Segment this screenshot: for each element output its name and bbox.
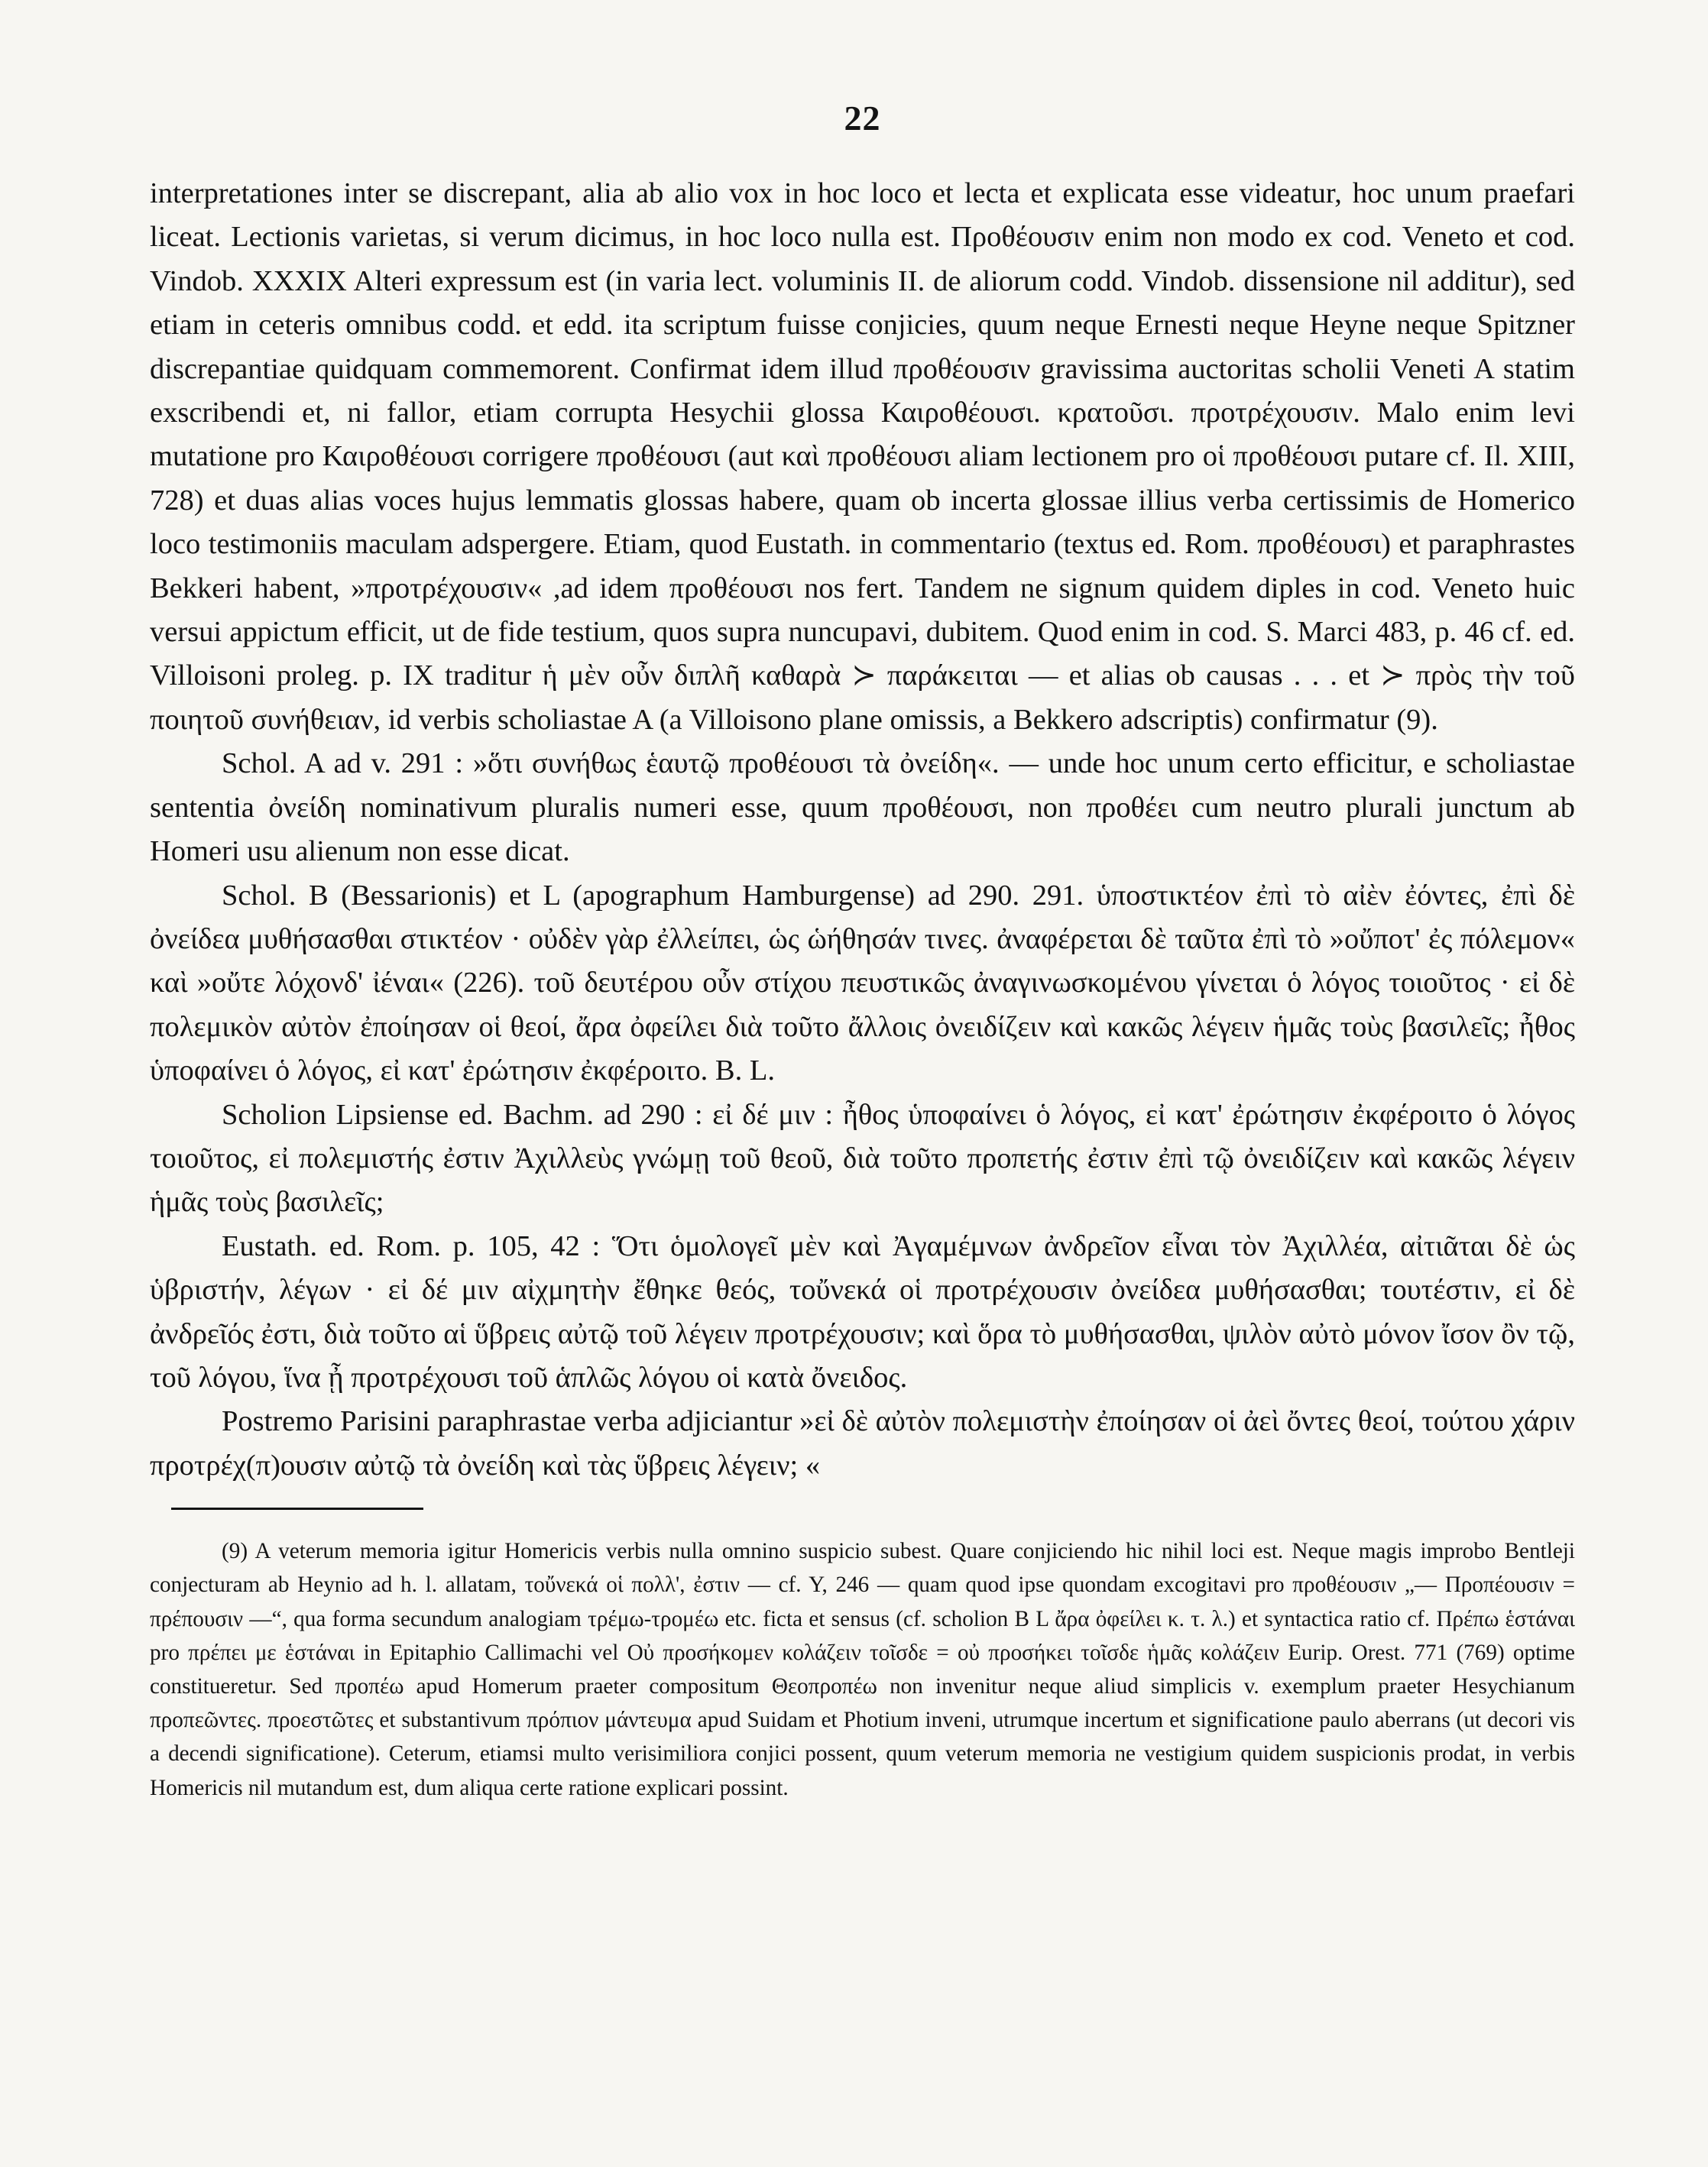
paragraph-scholion-lipsiense: Scholion Lipsiense ed. Bachm. ad 290 : εἰ δέ μιν : ἦθος ὑποφαίνει ὁ λόγος, εἰ κατ' ἐρώτησιν ἐκφέροιτο ὁ λόγος τοιοῦτος, εἰ πολεμιστής ἐστιν Ἀχιλλεὺς γνώμῃ τοῦ θεοῦ, διὰ τοῦτο προπετής ἐστιν ἐπὶ τῷ ὀνειδίζειν καὶ κακῶς λέγειν ἡμᾶς τοὺς βασιλεῖς; bbox=[150, 1098, 1575, 1219]
page-number: 22 bbox=[844, 99, 881, 138]
paragraph-continuation: interpretationes inter se discrepant, alia ab alio vox in hoc loco et lecta et explicata esse videatur, hoc unum praefari liceat. Lectionis varietas, si verum dicimus, in hoc loco nulla est. Προθέουσιν enim non modo ex cod. Veneto et cod. Vindob. XXXIX Alteri expressum est (in varia lect. voluminis II. de aliorum codd. Vindob. dissensione nil additur), sed etiam in ceteris omnibus codd. et edd. ita scriptum fuisse conjicies, quum neque Ernesti neque Heyne neque Spitzner discrepantiae quidquam commemorent. Confirmat idem illud προθέουσιν gravissima auctoritas scholii Veneti A statim exscribendi et, ni fallor, etiam corrupta Hesychii glossa Καιροθέουσι. κρατοῦσι. προτρέχουσιν. Malo enim levi mutatione pro Καιροθέουσι corrigere προθέουσι (aut καὶ προθέουσι aliam lectionem pro οἱ προθέουσι putare cf. Il. XIII, 728) et duas alias voces hujus lemmatis glossas habere, quam ob incerta glossae illius verba certissimis de Homerico loco testimoniis maculam adspergere. Etiam, quod Eustath. in commentario (textus ed. Rom. προθέουσι) et paraphrastes Bekkeri habent, »προτρέχουσιν« ,ad idem προθέουσι nos fert. Tandem ne signum quidem diples in cod. Veneto huic versui appictum efficit, ut de fide testium, quos supra nuncupavi, dubitem. Quod enim in cod. S. Marci 483, p. 46 cf. ed. Villoisoni proleg. p. IX traditur ἡ μὲν οὖν διπλῆ καθαρὰ ≻ παράκειται — et alias ob causas . . . et ≻ πρὸς τὴν τοῦ ποιητοῦ συνήθειαν, id verbis scholiastae A (a Villoisono plane omissis, a Bekkero adscriptis) confirmatur (9). bbox=[150, 177, 1575, 736]
main-text bbox=[150, 172, 1575, 1488]
paragraph-paraphrast: Postremo Parisini paraphrastae verba adjiciantur »εἰ δὲ αὐτὸν πολεμιστὴν ἐποίησαν οἱ ἀεὶ ὄντες θεοί, τούτου χάριν προτρέχ(π)ουσιν αὐτῷ τὰ ὀνείδη καὶ τὰς ὕβρεις λέγειν; « bbox=[150, 1405, 1575, 1482]
paragraph-schol-a: Schol. A ad v. 291 : »ὅτι συνήθως ἑαυτῷ προθέουσι τὰ ὀνείδη«. — unde hoc unum certo efficitur, e scholiastae sententia ὀνείδη nominativum pluralis numeri esse, quum προθέουσι, non προθέει cum neutro plurali junctum ab Homeri usu alienum non esse dicat. bbox=[150, 747, 1575, 868]
footnote bbox=[150, 1534, 1575, 1805]
footnote-divider bbox=[171, 1508, 423, 1510]
footnote-9: (9) A veterum memoria igitur Homericis verbis nulla omnino suspicio subest. Quare conjiciendo hic nihil loci est. Neque magis improbo Bentleji conjecturam ab Heynio ad h. l. allatam, τοὔνεκά οἱ πολλ', ἐστιν — cf. Y, 246 — quam quod ipse quondam excogitavi pro προθέουσιν „— Προπέουσιν = πρέπουσιν —“, qua forma secundum analogiam τρέμω-τρομέω etc. ficta et sensus (cf. scholion B L ἄρα ὀφείλει κ. τ. λ.) et syntactica ratio cf. Πρέπω ἑστάναι pro πρέπει με ἑστάναι in Epitaphio Callimachi vel Οὐ προσήκομεν κολάζειν τοῖσδε = οὐ προσήκει τοῖσδε ἡμᾶς κολάζειν Eurip. Orest. 771 (769) optime constitueretur. Sed προπέω apud Homerum praeter compositum Θεοπροπέω non invenitur neque aliud simplicis v. exemplum praeter Hesychianum προπεῶντες. προεστῶτες et substantivum πρόπιον μάντευμα apud Suidam et Photium inveni, utrumque incertum et significatione paulo aberrans (ut decori vis a decendi significatione). Ceterum, etiamsi multo verisimiliora conjici possent, quum veterum memoria ne vestigium quidem suspicionis prodat, in verbis Homericis nil mutandum est, dum aliqua certe ratione explicari possint. bbox=[150, 1539, 1575, 1800]
document-page bbox=[150, 98, 1575, 1805]
paragraph-schol-b-l: Schol. B (Bessarionis) et L (apographum Hamburgense) ad 290. 291. ὑποστικτέον ἐπὶ τὸ αἰὲν ἐόντες, ἐπὶ δὲ ὀνείδεα μυθήσασθαι στικτέον · οὐδὲν γὰρ ἐλλείπει, ὡς ὡήθησάν τινες. ἀναφέρεται δὲ ταῦτα ἐπὶ τὸ »οὔποτ' ἐς πόλεμον« καὶ »οὔτε λόχονδ' ἰέναι« (226). τοῦ δευτέρου οὖν στίχου πευστικῶς ἀναγινωσκομένου γίνεται ὁ λόγος τοιοῦτος · εἰ δὲ πολεμικὸν αὐτὸν ἐποίησαν οἱ θεοί, ἄρα ὀφείλει διὰ τοῦτο ἄλλοις ὀνειδίζειν καὶ κακῶς λέγειν ἡμᾶς τοὺς βασιλεῖς; ἦθος ὑποφαίνει ὁ λόγος, εἰ κατ' ἐρώτησιν ἐκφέροιτο. B. L. bbox=[150, 879, 1575, 1087]
paragraph-eustathius: Eustath. ed. Rom. p. 105, 42 : Ὅτι ὁμολογεῖ μὲν καὶ Ἀγαμέμνων ἀνδρεῖον εἶναι τὸν Ἀχιλλέα, αἰτιᾶται δὲ ὡς ὑβριστήν, λέγων · εἰ δέ μιν αἰχμητὴν ἔθηκε θεός, τοὔνεκά οἱ προτρέχουσιν ὀνείδεα μυθήσασθαι; τουτέστιν, εἰ δὲ ἀνδρεῖός ἐστι, διὰ τοῦτο αἱ ὕβρεις αὐτῷ τοῦ λέγειν προτρέχουσιν; καὶ ὅρα τὸ μυθήσασθαι, ψιλὸν αὐτὸ μόνον ἴσον ὂν τῷ, τοῦ λόγου, ἵνα ᾖ προτρέχουσι τοῦ ἁπλῶς λόγου οἱ κατὰ ὄνειδος. bbox=[150, 1229, 1575, 1394]
